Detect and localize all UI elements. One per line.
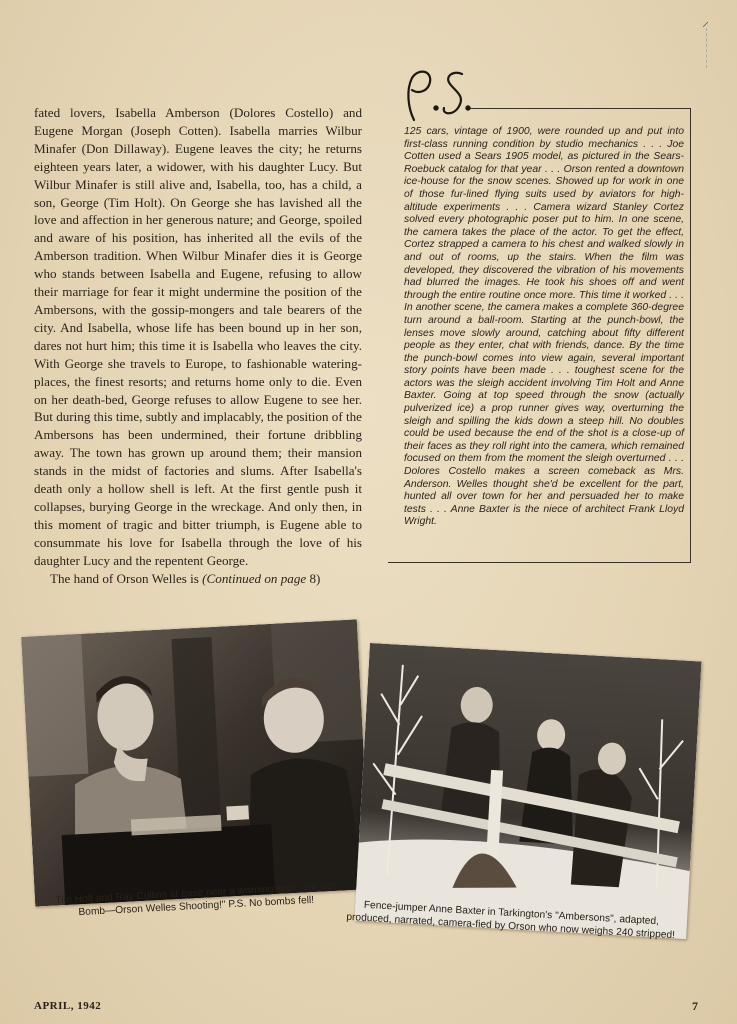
photo-holt-collins-caption: Tim Holt and Ray Collins at ease near a warning sign: "Do Not Bomb—Orson Welles Shooting!" P.S. No bombs fell! [55, 880, 337, 918]
article-column-left [34, 104, 362, 587]
corner-tick-mark: ⸝ [702, 15, 709, 30]
ps-sidebar-paragraph: 125 cars, vintage of 1900, were rounded up and put into first-class running condition by studio mechanics . . . Joe Cotten used a Sears 1905 model, as pictured in the Sears-Roebuck catalog for that year . . . Orson rented a downtown ice-house for the snow scenes. Showed up for work in one of those fur-lined flying suits used by aviators for high-altitude experiments . . . Camera wizard Stanley Cortez solved every photographic poser put to him. In one scene, the camera takes the place of the actor. To get the effect, Cortez strapped a camera to his chest and walked slowly in and out of rooms, up the stairs. When the film was developed, they discovered the vibration of his movements had blurred the images. He took his shoes off and went through the entire routine once more. This time it worked . . . In another scene, the camera makes a complete 360-degree turn around a ball-room. Starting at the punch-bowl, the lenses move slowly around, catching about fifty different people as they enter, chat with friends, dance. By the time the punch-bowl comes into view again, several important story points have been made . . . toughest scene for the actors was the sleigh accident involving Tim Holt and Anne Baxter. Going at top speed through the snow (actually pulverized ice) a prop runner gives way, overturning the sleigh and spilling the kids down a steep hill. No doubles could be used because the end of the shot is a close-up of their faces as they roll right into the camera, which remained focused on them from the moment the sleigh overturned . . . Dolores Costello makes a screen comeback as Mrs. Anderson. Welles thought she'd be excellent for the part, hunted all over town for her and persuaded her to make tests . . . Anne Baxter is the niece of architect Frank Lloyd Wright. [404, 126, 684, 528]
photo-anne-baxter-caption: Fence-jumper Anne Baxter in Tarkington's "Ambersons", adapted, produced, narrated, camera-fied by Orson who now weighs 240 stripped! [346, 899, 676, 941]
photo-anne-baxter-fence-image [354, 643, 701, 939]
continued-page-number: 8) [306, 570, 321, 586]
issue-date: APRIL, 1942 [34, 1000, 102, 1012]
corner-dashed-line [706, 28, 708, 68]
photo-anne-baxter-fence [354, 643, 701, 939]
photo-holt-collins-image [21, 619, 371, 906]
page-number: 7 [692, 999, 698, 1013]
ps-sidebar-text-column [404, 126, 684, 529]
article-continued-line [34, 570, 362, 588]
article-paragraph: fated lovers, Isabella Amberson (Dolores Costello) and Eugene Morgan (Joseph Cotten). Isabella marries Wilbur Minafer (Don Dillaway). Eugene leaves the city; he returns eighteen years later, a widower, with his daughter Lucy. But Wilbur Minafer is still alive and, Isabella, too, has a child, a son, George (Tim Holt). On George she has lavished all the love and affection in her generous nature; and George, spoiled and aware of his position, has inherited all the evils of the Amberson tradition. When Wilbur Minafer dies it is George who stands between Isabella and Eugene, refusing to allow their marriage for fear it might undermine the position of the Ambersons, with the gossip-mongers and tale bearers of the city. And Isabella, whose life has been bound up in her son, dares not hurt him; this time it is Isabella who leaves the city. With George she travels to Europe, to fashionable watering-places, the finest resorts; and returns home only to die. Even on her death-bed, George refuses to allow Eugene to see her. But during this time, subtly and implacably, the position of the Ambersons has been undermined, their fortune dribbling away. The town has grown up around them; their mansion stands in the midst of factories and slums. After Isabella's death only a hollow shell is left. At the first gentle push it collapses, burying George in the wreckage. And only then, in this moment of tragic and bitter triumph, is Eugene able to consummate his love for Isabella through the love of his daughter Lucy and the repentent George. [34, 105, 362, 568]
photo-holt-collins [21, 619, 371, 906]
continued-on-page-label: (Continued on page [202, 570, 307, 586]
ps-box-top-rule [470, 108, 690, 109]
continued-line-text: The hand of Orson Welles is [50, 570, 203, 586]
